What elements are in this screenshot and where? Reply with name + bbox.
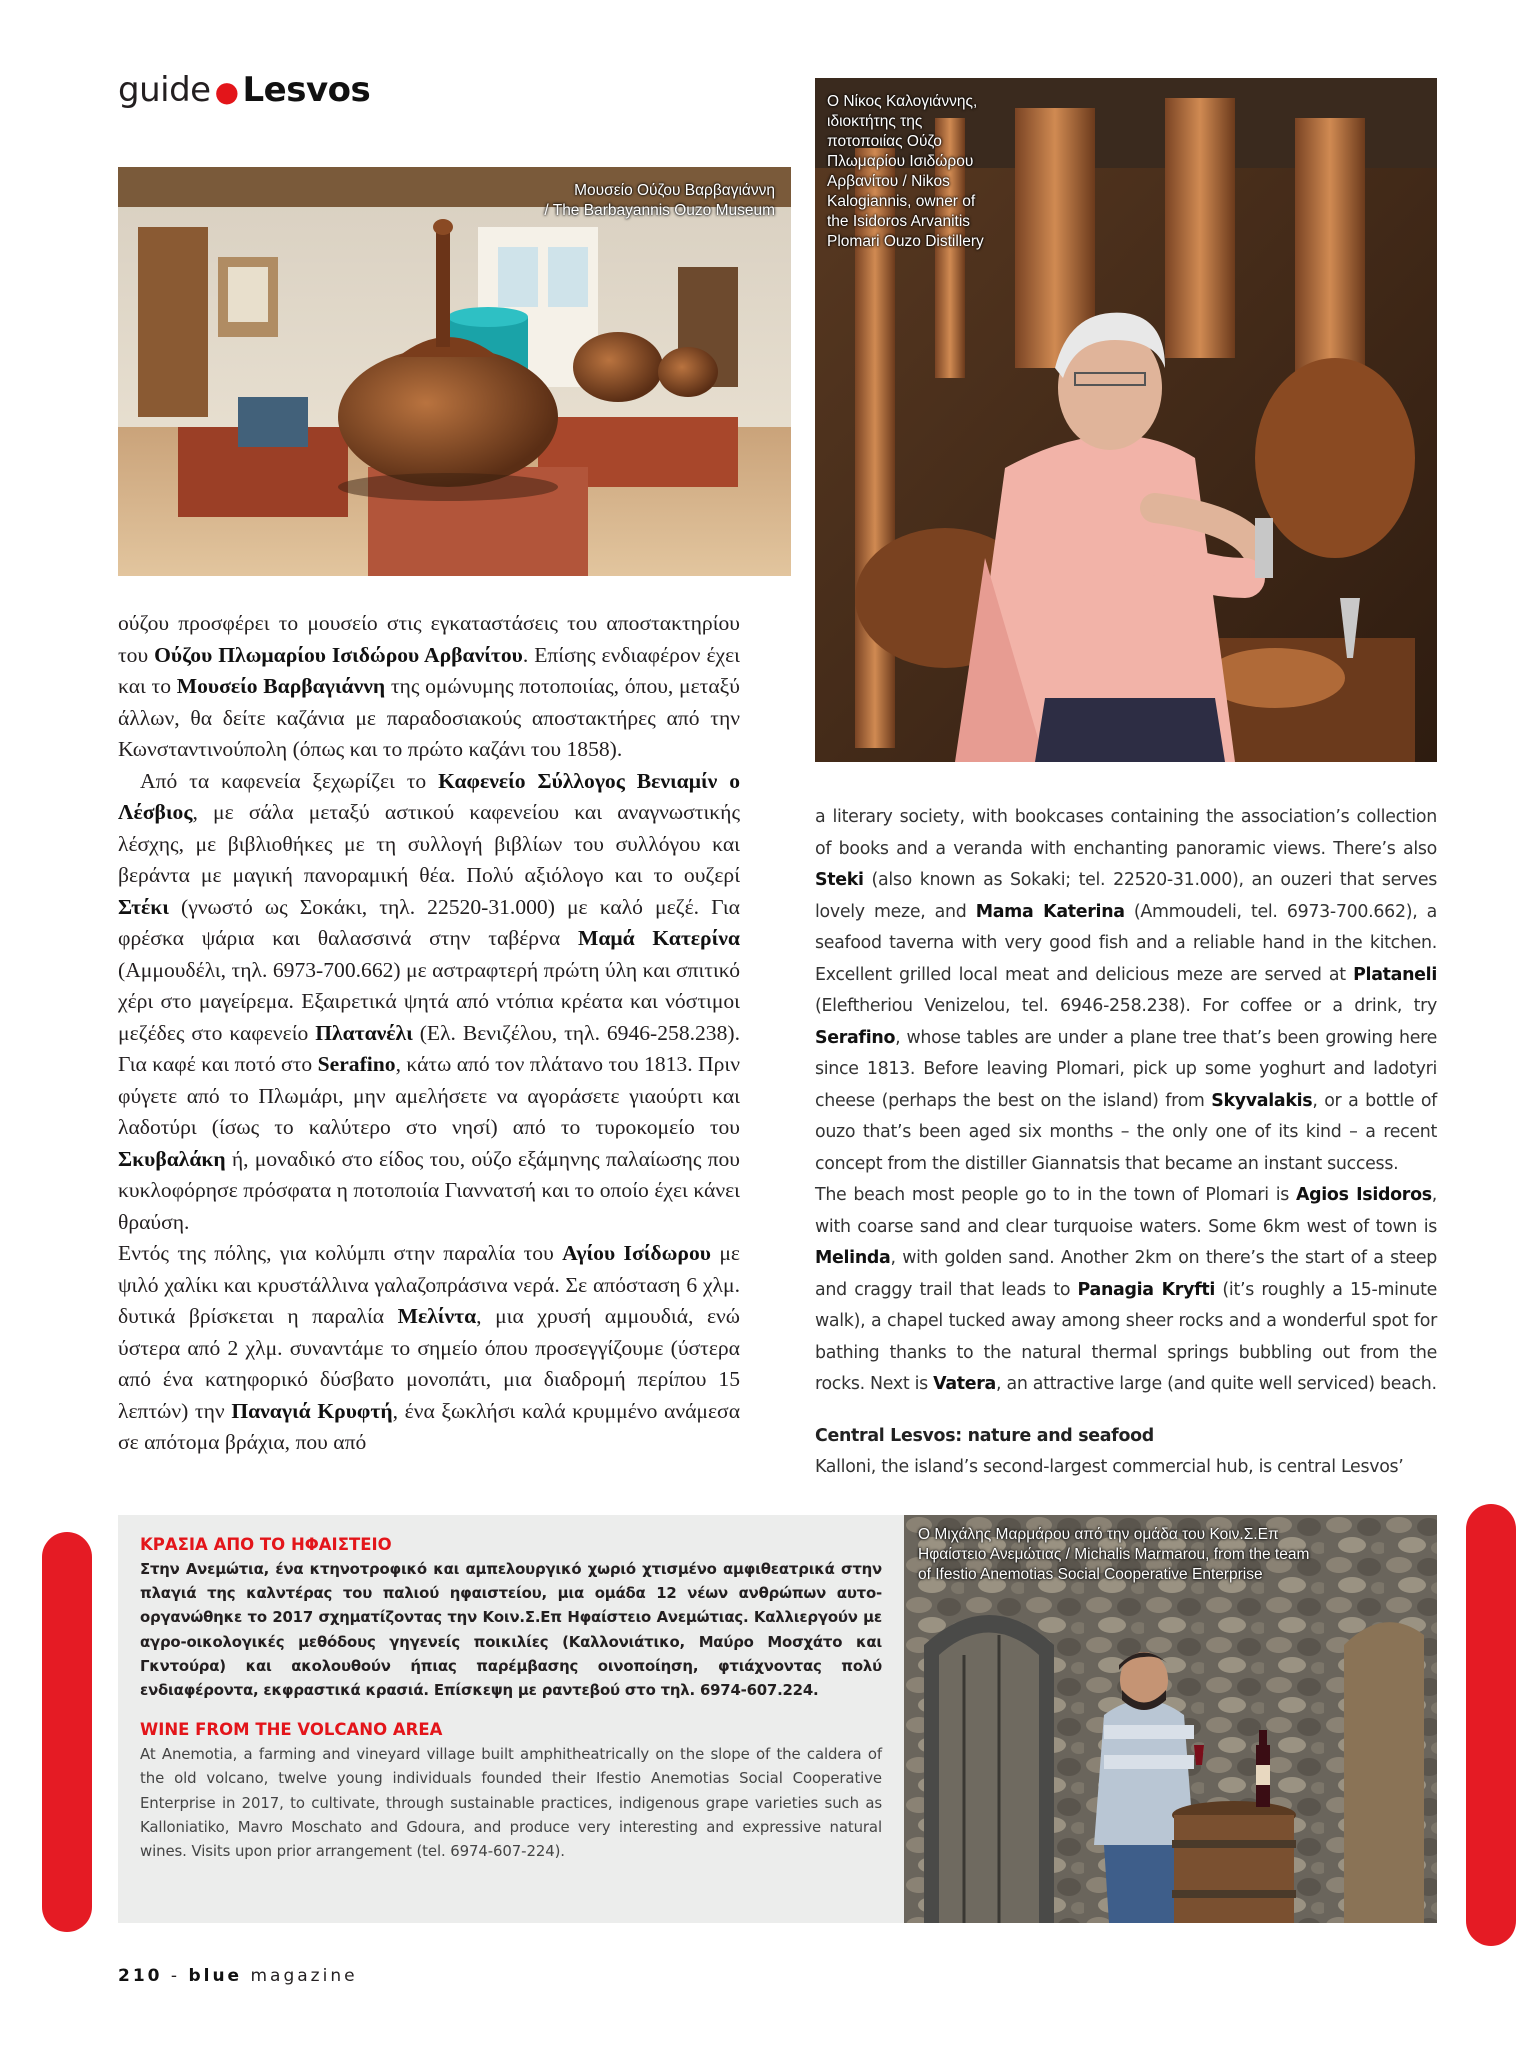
bold-name: Αγίου Ισίδωρου [562,1241,711,1265]
winemaker-caption [918,1525,1309,1585]
english-paragraph [815,802,1437,1180]
bold-name: Σκυβαλάκη [118,1146,226,1171]
owner-caption-line: the Isidoros Arvanitis [827,213,971,230]
footer-separator: - [170,1966,181,1986]
owner-caption [827,92,984,252]
text-run: ούζου προσφέρει το μουσείο στις εγκαταστάσεις του αποστακτηρίου του [118,611,740,667]
text-run: , or a bottle of ouzo that’s been aged six months – the only one of its kind – a recent concept from the distiller Giannatsis that became an instant success. [815,1090,1437,1174]
wine-sidebar-box [118,1515,904,1923]
museum-interior-image [118,167,791,576]
left-red-tab [42,1532,92,1932]
text-run: (Αμμουδέλι, τηλ. 6973-700.662) με αστραφτερή πρώτη ύλη και σπιτικό χέρι στο μαγείρεμα. Εξαιρετικά ψητά από ντόπια κρέατα και νόστιμοι μεζέδες στο καφενείο [118,957,740,1045]
text-run: a literary society, with bookcases containing the association’s collection of books and a veranda with enchanting panoramic views. There’s also [815,807,1437,859]
english-article-column [815,802,1437,1484]
text-run: ή, μοναδικό στο είδος του, ούζο εξάμηνης παλαίωσης που κυκλοφόρησε πρόσφατα η ποτοποιία Γιαννατσή και το οποίο έχει κάνει θραύση. [118,1146,740,1234]
bold-name: Μελίντα [397,1304,477,1328]
box-title-greek: ΚΡΑΣΙΑ ΑΠΟ ΤΟ ΗΦΑΙΣΤΕΙΟ [140,1535,392,1554]
text-run: της ομώνυμης ποτοποιίας, όπου, μεταξύ άλλων, θα δείτε καζάνια με παραδοσιακούς αποστακτήρες από την Κωνσταντινούπολη (όπως και το πρώτο καζάνι του 1858). [118,674,740,761]
bold-name: Πλατανέλι [315,1020,413,1045]
owner-photo [815,78,1437,762]
winemaker-caption-line: Ηφαίστειο Ανεμώτιας / Michalis Marmarou, from the team [918,1546,1310,1563]
bold-name: Plataneli [1353,964,1437,985]
bold-name: Μαμά Κατερίνα [577,926,740,950]
text-run: The beach most people go to in the town of Plomari is [815,1185,1296,1205]
box-text-english: At Anemotia, a farming and vineyard village built amphitheatrically on the slope of the caldera of the old volcano, twelve young individuals founded their Ifestio Anemotias Social Cooperative Enterprise in 2017, to cultivate, through sustainable practices, indigenous grape varieties such as Kalloniatiko, Mavro Moschato and Gdoura, and produce very interesting and expressive natural wines. Visits upon prior arrangement (tel. 6974-607-224). [140,1745,882,1861]
winemaker-caption-line: Ο Μιχάλης Μαρμάρου από την ομάδα του Κοιν.Σ.Επ [918,1526,1279,1543]
page-header [118,70,370,110]
text-run: , with golden sand. Another 2km on there’s the start of a steep and craggy trail that leads to [815,1248,1437,1300]
text-run: (γνωστό ως Σοκάκι, τηλ. 22520-31.000) με καλό μεζέ. Για φρέσκα ψάρια και θαλασσινά στην ταβέρνα [118,894,740,950]
magazine-name: magazine [250,1966,358,1986]
destination-label: Lesvos [242,70,371,110]
english-paragraph: Kalloni, the island’s second-largest commercial hub, is central Lesvos’ [815,1457,1404,1477]
greek-paragraph [118,766,740,1239]
bold-name: Μουσείο Βαρβαγιάννη [176,674,386,698]
bold-name: Skyvalakis [1211,1090,1313,1111]
greek-paragraph [118,1238,740,1459]
magazine-name-bold: blue [188,1966,243,1986]
bold-name: Καφενείο Σύλλογος Βενιαμίν ο Λέσβιος [118,768,740,824]
bold-name: Ούζου Πλωμαρίου Ισιδώρου Αρβανίτου [154,642,523,667]
text-run: , with coarse sand and clear turquoise waters. Some 6km west of town is [815,1185,1438,1237]
owner-caption-line: Plomari Ouzo Distillery [827,233,984,250]
owner-caption-line: Ο Νίκος Καλογιάννης, [827,93,978,110]
bold-name: Στέκι [118,894,169,919]
museum-caption-line: / The Barbayannis Ouzo Museum [544,202,775,219]
owner-caption-line: ιδιοκτήτης της [827,113,923,130]
text-run: (it’s roughly a 15-minute walk), a chapel tucked away among sheer rocks and a wonderful spot for bathing thanks to the natural thermal springs bubbling out from the rocks. Next is [815,1279,1437,1394]
section-subheading: Central Lesvos: nature and seafood [815,1425,1154,1446]
english-paragraph [815,1180,1437,1401]
section-label: guide [118,70,211,110]
box-text-greek: Στην Ανεμώτια, ένα κτηνοτροφικό και αμπελουργικό χωριό χτισμένο αμφιθεατρικά στην πλαγιά της καλντέρας του παλιού ηφαιστείου, μια ομάδα 12 νέων ανθρώπων αυτο-οργανώθηκε το 2017 σχηματίζοντας την Κοιν.Σ.Επ Ηφαίστειο Ανεμώτιας. Καλλιεργούν με αγρο-οικολογικές μεθόδους γηγενείς ποικιλίες (Καλλονιάτικο, Μαύρο Μοσχάτο και Γκντούρα) και ακολουθούν ήπιας παρέμβασης οινοποίηση, φτιάχνοντας πολύ ενδιαφέροντα, εκφραστικά κρασιά. Επίσκεψη με ραντεβού στο τηλ. 6974-607.224. [140,1560,882,1700]
museum-photo [118,167,791,576]
bold-name: Vatera [933,1374,996,1394]
greek-paragraph [118,608,740,766]
winemaker-caption-line: of Ifestio Anemotias Social Cooperative Enterprise [918,1566,1263,1583]
page-number: 210 [118,1966,163,1986]
bold-name: Melinda [815,1248,891,1268]
bold-name: Mama Katerina [975,901,1125,922]
bold-name: Serafino [317,1052,396,1076]
bold-name: Steki [815,870,864,890]
owner-caption-line: Kalogiannis, owner of [827,193,976,210]
box-title-english: WINE FROM THE VOLCANO AREA [140,1720,443,1740]
text-run: , μια χρυσή αμμουδιά, ενώ ύστερα από 2 χλμ. συναντάμε το σημείο όπου προσεγγίζουμε (ύστερα από ένα κατηφορικό δύσβατο μονοπάτι, μια διαδρομή περίπου 15 λεπτών) την [118,1304,741,1423]
museum-caption-line: Μουσείο Ούζου Βαρβαγιάννη [574,182,775,199]
owner-caption-line: ποτοποιίας Ούζο [827,133,942,150]
bold-name: Panagia Kryfti [1077,1279,1216,1300]
text-run: (Ammoudeli, tel. 6973-700.662), a seafood taverna with very good fish and a reliable hand in the kitchen. Excellent grilled local meat and delicious meze are served at [815,901,1437,985]
text-run: Εντός της πόλης, για κολύμπι στην παραλία του [118,1241,563,1265]
right-red-tab [1466,1504,1516,1946]
text-run: . Επίσης ενδιαφέρον έχει και το [118,642,740,698]
text-run: με ψιλό χαλίκι και κρυστάλλινα γαλαζοπράσινα νερά. Σε απόσταση 6 χλμ. δυτικά βρίσκεται η παραλία [118,1241,740,1328]
text-run: Από τα καφενεία ξεχωρίζει το [140,768,439,793]
bold-name: Παναγιά Κρυφτή [231,1398,393,1423]
text-run: , κάτω από τον πλάτανο του 1813. Πριν φύγετε από το Πλωμάρι, μην αμελήσετε να αγοράσετε γιαούρτι και λαδοτύρι (ίσως το καλύτερο στο νησί) από το τυροκομείο του [118,1052,740,1139]
bullet-dot-icon: ● [214,75,239,108]
museum-caption [544,181,775,221]
text-run: (Eleftheriou Venizelou, tel. 6946-258.238). For coffee or a drink, try [815,996,1437,1016]
bold-name: Agios Isidoros [1295,1185,1432,1205]
wine-sidebar-content [140,1533,882,1863]
owner-caption-line: Πλωμαρίου Ισιδώρου [827,153,974,170]
bold-name: Serafino [815,1027,896,1048]
text-run: , an attractive large (and quite well serviced) beach. [996,1374,1437,1394]
text-run: , με σάλα μεταξύ αστικού καφενείου και αναγνωστικής λέσχης, με βιβλιοθήκες με τη συλλογή βιβλίων του συλλόγου και βεράντα με μαγική πανοραμική θέα. Πολύ αξιόλογο και το ουζερί [118,800,740,887]
text-run: (also known as Sokaki; tel. 22520-31.000), an ouzeri that serves lovely meze, and [815,870,1437,922]
greek-article-column [118,608,740,1459]
text-run: (Ελ. Βενιζέλου, τηλ. 6946-258.238). Για καφέ και ποτό στο [118,1020,740,1076]
page-footer [118,1966,358,1986]
text-run: , whose tables are under a plane tree that’s been growing here since 1813. Before leaving Plomari, pick up some yoghurt and ladotyri cheese (perhaps the best on the island) from [815,1027,1437,1111]
winemaker-photo [904,1515,1437,1923]
text-run: , ένα ξωκλήσι καλά κρυμμένο ανάμεσα σε απότομα βράχια, που από [118,1398,741,1454]
owner-caption-line: Αρβανίτου / Nikos [827,173,950,190]
